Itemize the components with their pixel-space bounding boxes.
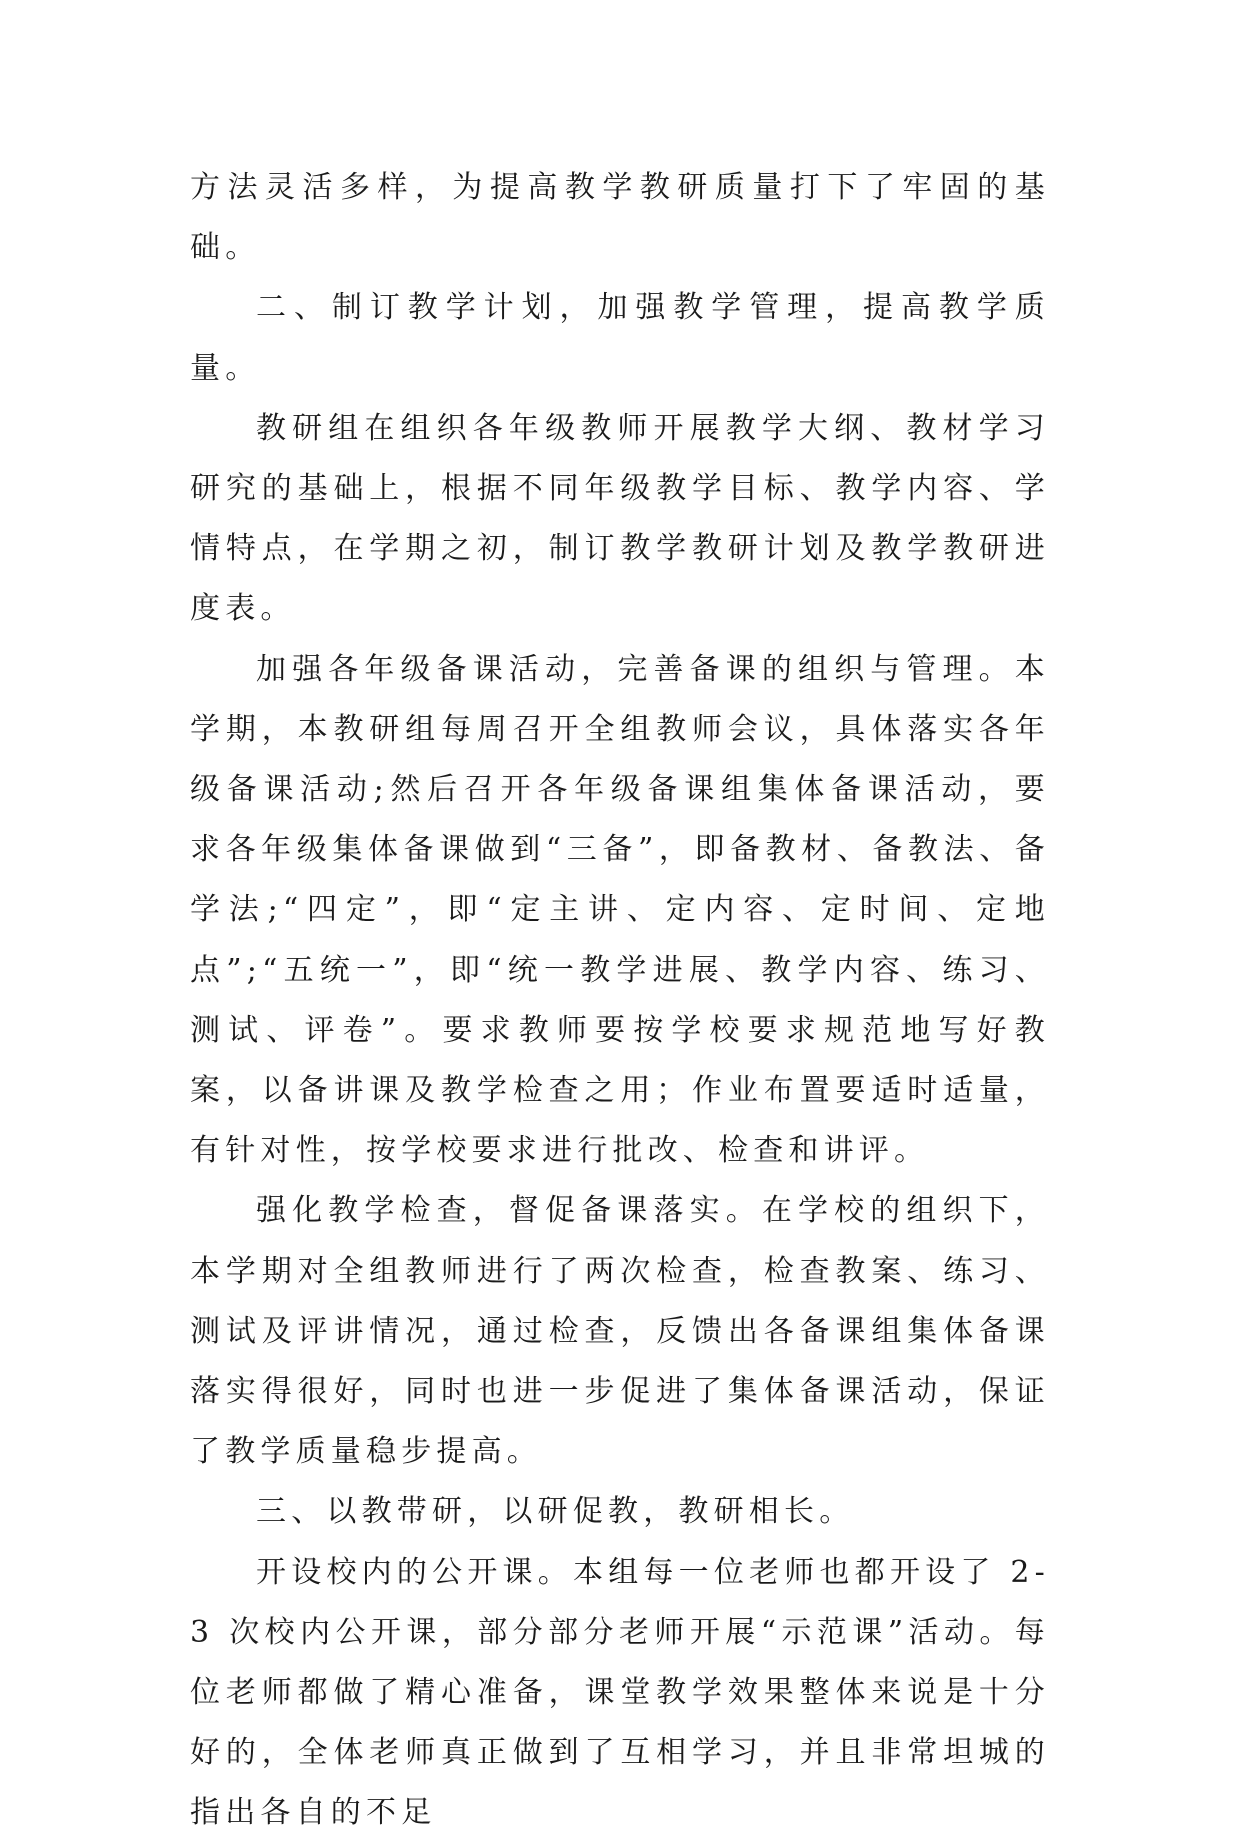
paragraph-open-class: 开设校内的公开课。本组每一位老师也都开设了 2-3 次校内公开课，部分部分老师开展“示范课”活动。每位老师都做了精心准备，课堂教学效果整体来说是十分好的，全体老师真正做到了互相学习，并且非常坦城的指出各自的不足 — [190, 1554, 1050, 1831]
paragraph-teaching-plan: 教研组在组织各年级教师开展教学大纲、教材学习研究的基础上，根据不同年级教学目标、教学内容、学情特点，在学期之初，制订教学教研计划及教学教研进度表。 — [190, 410, 1050, 627]
paragraph-continuation: 方法灵活多样，为提高教学教研质量打下了牢固的基础。 — [190, 170, 1050, 266]
paragraph-lesson-prep: 加强各年级备课活动，完善备课的组织与管理。本学期，本教研组每周召开全组教师会议，具体落实各年级备课活动;然后召开各年级备课组集体备课活动，要求各年级集体备课做到“三备”，即备教材、备教法、备学法;“四定”，即“定主讲、定内容、定时间、定地点”;“五统一”，即“统一教学进展、教学内容、练习、测试、评卷”。要求教师要按学校要求规范地写好教案，以备讲课及教学检查之用；作业布置要适时适量，有针对性，按学校要求进行批改、检查和讲评。 — [190, 651, 1050, 1169]
document-body — [190, 158, 1050, 1844]
section-heading-3: 三、以教带研，以研促教，教研相长。 — [256, 1494, 855, 1530]
section-heading-2: 二、制订教学计划，加强教学管理，提高教学质量。 — [190, 290, 1050, 386]
paragraph-inspection: 强化教学检查，督促备课落实。在学校的组织下，本学期对全组教师进行了两次检查，检查教案、练习、测试及评讲情况，通过检查，反馈出各备课组集体备课落实得很好，同时也进一步促进了集体备课活动，保证了教学质量稳步提高。 — [190, 1193, 1050, 1470]
